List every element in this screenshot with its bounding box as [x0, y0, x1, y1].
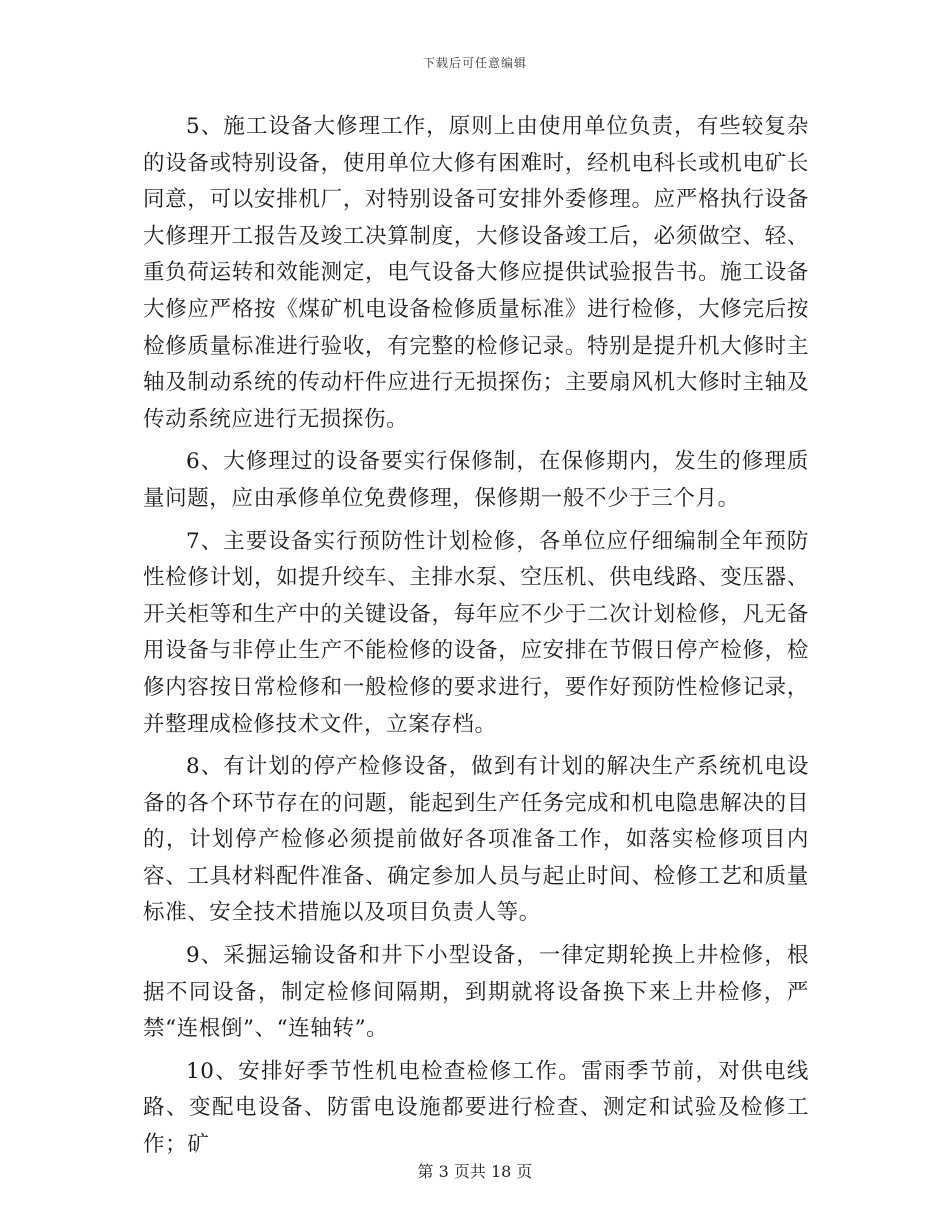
paragraph-8: 8、有计划的停产检修设备，做到有计划的解决生产系统机电设备的各个环节存在的问题，能起到生产任务完成和机电隐患解决的目的，计划停产检修必须提前做好各项准备工作，如落实检修项目内容、工具材料配件准备、确定参加人员与起止时间、检修工艺和质量标准、安全技术措施以及项目负责人等。	[143, 754, 809, 926]
page-number-footer: 第 3 页共 18 页	[417, 1162, 533, 1181]
paragraph-9: 9、采掘运输设备和井下小型设备，一律定期轮换上井检修，根据不同设备，制定检修间隔期，到期就将设备换下来上井检修，严禁“连根倒”、“连轴转”。	[143, 943, 809, 1042]
paragraph-5: 5、施工设备大修理工作，原则上由使用单位负责，有些较复杂的设备或特别设备，使用单位大修有困难时，经机电科长或机电矿长同意，可以安排机厂，对特别设备可安排外委修理。应严格执行设备大修理开工报告及竣工决算制度，大修设备竣工后，必须做空、轻、重负荷运转和效能测定，电气设备大修应提供试验报告书。施工设备大修应严格按《煤矿机电设备检修质量标准》进行检修，大修完后按检修质量标准进行验收，有完整的检修记录。特别是提升机大修时主轴及制动系统的传动杆件应进行无损探伤；主要扇风机大修时主轴及传动系统应进行无损探伤。	[143, 114, 809, 432]
document-body	[143, 109, 809, 1170]
paragraph-6: 6、大修理过的设备要实行保修制，在保修期内，发生的修理质量问题，应由承修单位免费修理，保修期一般不少于三个月。	[143, 449, 809, 511]
paragraph-7: 7、主要设备实行预防性计划检修，各单位应仔细编制全年预防性检修计划，如提升绞车、主排水泵、空压机、供电线路、变压器、开关柜等和生产中的关键设备，每年应不少于二次计划检修，凡无备用设备与非停止生产不能检修的设备，应安排在节假日停产检修，检修内容按日常检修和一般检修的要求进行，要作好预防性检修记录，并整理成检修技术文件，立案存档。	[143, 528, 809, 737]
paragraph-10: 10、安排好季节性机电检查检修工作。雷雨季节前，对供电线路、变配电设备、防雷电设施都要进行检查、测定和试验及检修工作；矿	[143, 1058, 809, 1158]
page-header: 下载后可任意编辑	[422, 56, 527, 70]
